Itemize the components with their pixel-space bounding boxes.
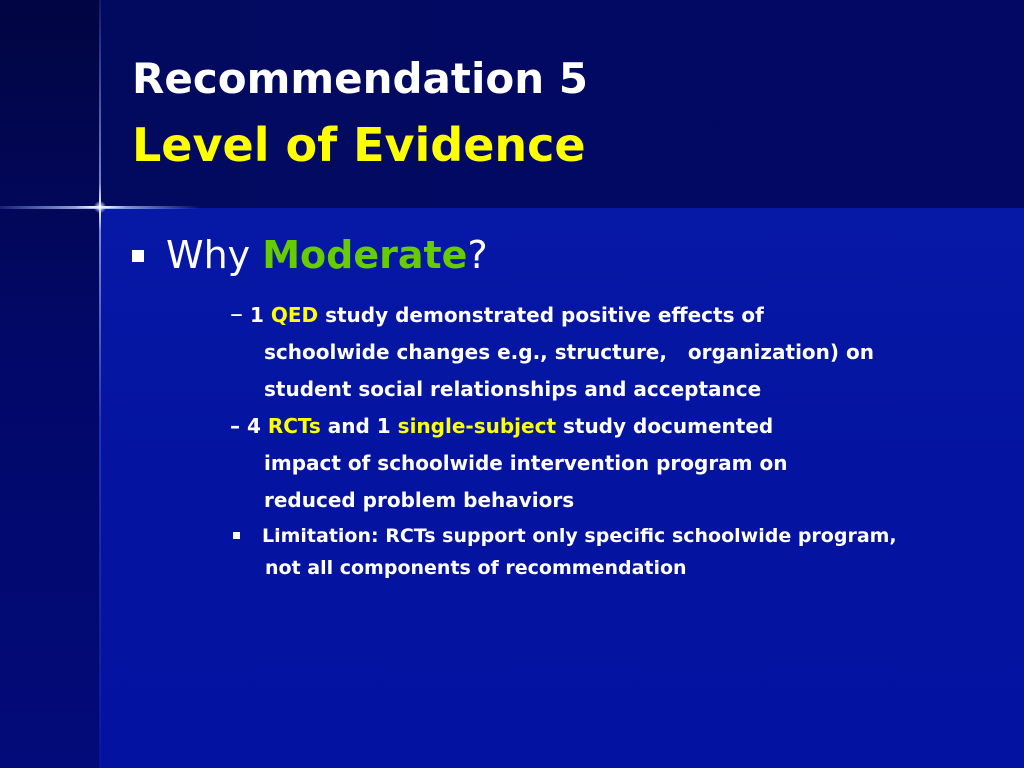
bullet-highlight: Moderate (262, 233, 468, 277)
qed-highlight: QED (270, 303, 319, 327)
bullet-why-moderate (132, 233, 488, 277)
slide-subtitle: Level of Evidence (132, 118, 586, 172)
sub-bullet-qed: – 1 QED study demonstrated positive effects of schoolwide changes e.g., structure, organization) on student social relationships and acceptance (230, 299, 874, 401)
dash-icon: – (230, 414, 240, 438)
decorative-vertical-line (99, 0, 101, 768)
background-title-band (100, 0, 1024, 208)
sub-bullet-rcts: – 4 RCTs and 1 single-subject study documented impact of schoolwide intervention program on reduced problem behaviors (230, 414, 788, 512)
slide-title: Recommendation 5 (132, 54, 588, 103)
background-left-panel (0, 0, 100, 768)
single-subject-highlight: single-subject (397, 414, 557, 438)
bullet-suffix: ? (467, 233, 488, 277)
sub-bullet-limitation: Limitation: RCTs support only specific schoolwide program, not all components of recommendation (233, 520, 993, 584)
square-bullet-icon (132, 250, 144, 262)
small-square-bullet-icon (233, 532, 240, 539)
dash-icon: – (230, 299, 243, 329)
rcts-highlight: RCTs (267, 414, 321, 438)
bullet-prefix: Why (166, 233, 263, 277)
